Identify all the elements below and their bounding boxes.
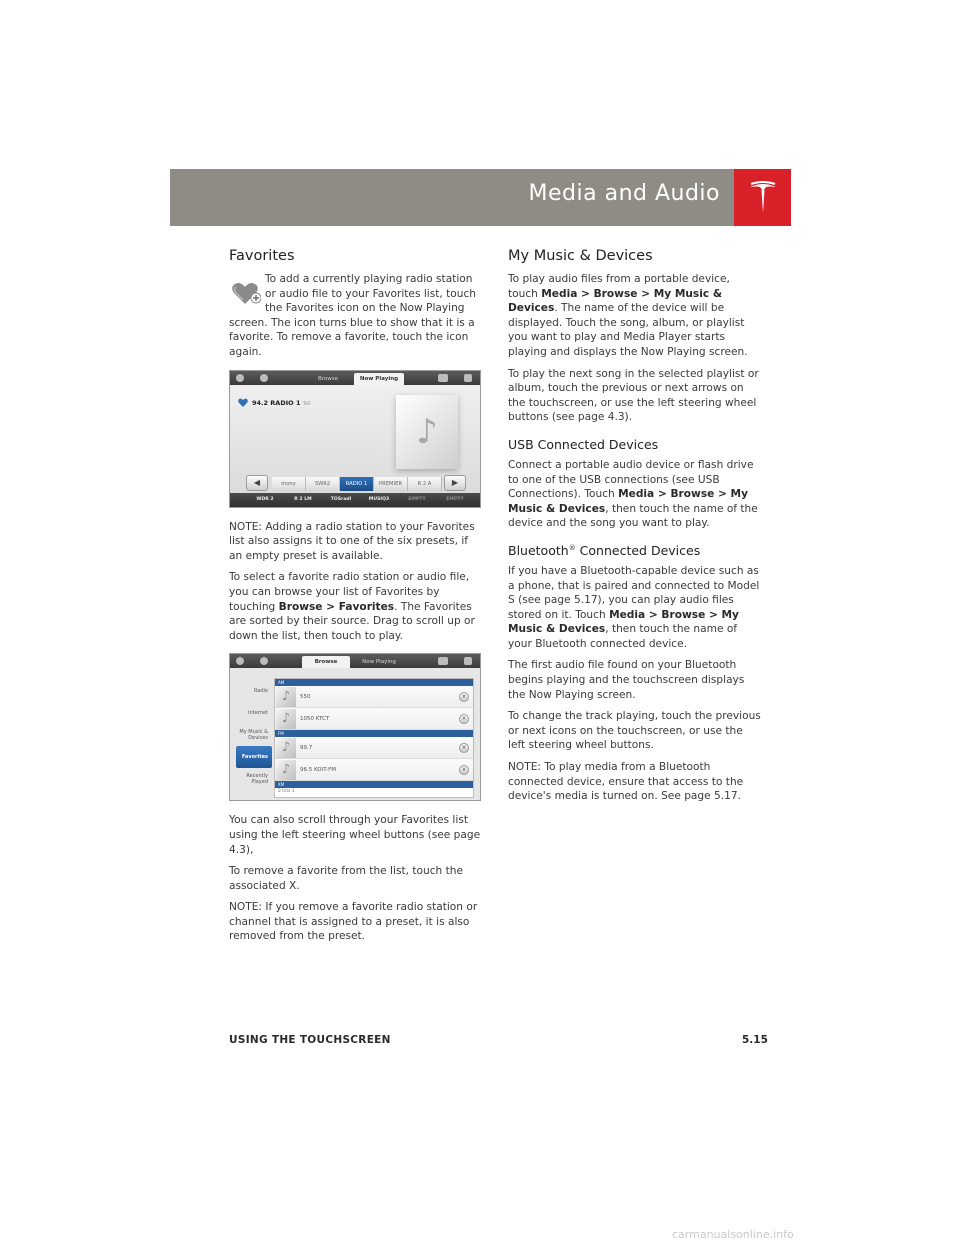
- favorite-heart-blue-icon[interactable]: [238, 398, 248, 407]
- source-sidebar: [236, 680, 272, 796]
- signal-icon: [438, 657, 448, 665]
- footer-section: USING THE TOUCHSCREEN: [229, 1034, 391, 1046]
- band-header-fm: FM: [275, 730, 473, 737]
- bluetooth-para2: The first audio file found on your Bluetooth begins playing and the touchscreen displays the Now Playing screen.: [508, 659, 745, 701]
- preset-item[interactable]: mony: [272, 477, 306, 491]
- watermark: carmanualsonline.info: [672, 1228, 794, 1241]
- screen-topbar: [230, 371, 480, 385]
- music-note-icon: ♪: [276, 709, 296, 729]
- preset-item[interactable]: SWR2: [306, 477, 340, 491]
- tesla-logo: [734, 169, 791, 226]
- bluetooth-para3: To change the track playing, touch the previous or next icons on the touchscreen, or use the left steering wheel buttons.: [508, 710, 761, 752]
- music-note-icon: ♪: [276, 687, 296, 707]
- favorites-intro-rest: screen. The icon turns blue to show that it is a favorite. To remove a favorite, touch the icon again.: [229, 316, 475, 358]
- clock-icon: [260, 374, 268, 382]
- next-arrow-icon[interactable]: ▶: [444, 475, 466, 491]
- preset-row: [272, 477, 442, 491]
- sidebar-item-radio[interactable]: Radio: [253, 688, 268, 695]
- favorites-note2: NOTE: If you remove a favorite radio station or channel that is assigned to a preset, it is also removed from the preset.: [229, 901, 478, 943]
- favorites-heart-icon: [231, 280, 261, 306]
- preset-item-active[interactable]: RADIO 1: [340, 477, 374, 491]
- remove-x-icon[interactable]: ×: [459, 743, 469, 753]
- mymusic-heading: My Music & Devices: [508, 248, 653, 264]
- screen-topbar: [230, 654, 480, 668]
- favorites-para3: You can also scroll through your Favorites list using the left steering wheel buttons (see page 4.3),: [229, 814, 481, 856]
- favorites-list: [274, 678, 474, 798]
- bottom-preset[interactable]: WDR 2: [256, 496, 274, 502]
- favorites-para2: To select a favorite radio station or audio file, you can browse your list of Favorites by touching Browse > Favorites. The Favorites are sorted by their source. Drag to scroll up or down the list, then touch to play.: [229, 571, 475, 642]
- now-playing-screenshot: [229, 370, 481, 508]
- favorites-intro-lead: To add a currently playing radio station or audio file to your Favorites list, touch the Favorites icon on the Now Playing: [265, 273, 477, 315]
- bluetooth-heading: Bluetooth® Connected Devices: [508, 542, 701, 558]
- station-name: 94.2 RADIO 1 Tall: [252, 398, 311, 407]
- list-item[interactable]: ♪ 1050 KTCT ×: [275, 708, 473, 730]
- right-column: [508, 248, 762, 811]
- album-art: ♪: [396, 395, 458, 469]
- sidebar-item-internet[interactable]: Internet: [248, 710, 268, 717]
- menu-icon[interactable]: [464, 657, 472, 665]
- previous-arrow-icon[interactable]: ◀: [246, 475, 268, 491]
- bottom-preset[interactable]: TOSradl: [330, 496, 352, 502]
- clock-icon: [260, 657, 268, 665]
- favorites-note1: NOTE: Adding a radio station to your Favorites list also assigns it to one of the six presets, if an empty preset is available.: [229, 520, 475, 562]
- header-band: [170, 169, 734, 226]
- heart-icon: [236, 374, 244, 382]
- signal-icon: [438, 374, 448, 382]
- page-title: Media and Audio: [528, 181, 720, 206]
- preset-item[interactable]: R 2 A: [408, 477, 442, 491]
- usb-heading: USB Connected Devices: [508, 436, 659, 452]
- mymusic-para2: To play the next song in the selected playlist or album, touch the previous or next arrows on the touchscreen, or use the left steering wheel buttons (see page 4.3).: [508, 367, 759, 424]
- sidebar-item-recently-played[interactable]: Recently Played: [246, 773, 268, 786]
- remove-x-icon[interactable]: ×: [459, 765, 469, 775]
- bottom-preset[interactable]: MUSIQ3: [368, 496, 390, 502]
- footer-page-number: 5.15: [742, 1034, 768, 1046]
- mymusic-para1: To play audio files from a portable device, touch Media > Browse > My Music & Devices. The name of the device will be displayed. Touch the song, album, or playlist you want to play and Media Player starts playing and displays the Now Playing screen.: [508, 273, 748, 358]
- back-icon[interactable]: [236, 657, 244, 665]
- bottom-preset-empty[interactable]: EMPTY: [408, 496, 426, 502]
- list-item[interactable]: ♪ 550 ×: [275, 686, 473, 708]
- sidebar-item-favorites[interactable]: Favorites: [236, 746, 272, 768]
- left-column: [229, 248, 481, 951]
- list-footer: 2 hits 1: [278, 789, 295, 795]
- music-note-icon: ♪: [276, 760, 296, 780]
- list-item[interactable]: ♪ 96.5 KOIT-FM ×: [275, 759, 473, 781]
- preset-item[interactable]: PREMIER: [374, 477, 408, 491]
- usb-para1: Connect a portable audio device or flash drive to one of the USB connections (see USB Connections). Touch Media > Browse > My Music & Devices, then touch the name of the device and the song you want to play.: [508, 458, 758, 530]
- bluetooth-note: NOTE: To play media from a Bluetooth connected device, ensure that access to the device's media is turned on. See page 5.17.: [508, 761, 744, 803]
- bottom-preset[interactable]: R 2 LM: [294, 496, 312, 502]
- remove-x-icon[interactable]: ×: [459, 714, 469, 724]
- list-item[interactable]: ♪ 99.7 ×: [275, 737, 473, 759]
- preset-bottom-bar: [230, 493, 480, 507]
- tab-now-playing[interactable]: Now Playing: [354, 373, 404, 385]
- remove-x-icon[interactable]: ×: [459, 692, 469, 702]
- bottom-preset-empty[interactable]: EMPTY: [446, 496, 464, 502]
- tab-browse[interactable]: Browse: [302, 656, 350, 668]
- menu-icon[interactable]: [464, 374, 472, 382]
- tab-browse[interactable]: Browse: [317, 375, 339, 382]
- band-header-am: AM: [275, 679, 473, 686]
- sidebar-item-my-music[interactable]: My Music & Devices: [239, 729, 268, 742]
- browse-favorites-screenshot: [229, 653, 481, 801]
- bluetooth-para1: If you have a Bluetooth-capable device such as a phone, that is paired and connected to Model S (see page 5.17), you can play audio files stored on it. Touch Media > Browse > My Music & Devices, then touch the name of your Bluetooth connected device.: [508, 564, 760, 650]
- tesla-logo-icon: [748, 181, 778, 215]
- band-header-xm: XM: [275, 781, 473, 788]
- favorites-para4: To remove a favorite from the list, touch the associated X.: [229, 865, 463, 892]
- favorites-heading: Favorites: [229, 248, 295, 264]
- tab-now-playing[interactable]: Now Playing: [362, 659, 396, 666]
- favorites-intro: [229, 272, 481, 360]
- music-note-icon: ♪: [276, 738, 296, 758]
